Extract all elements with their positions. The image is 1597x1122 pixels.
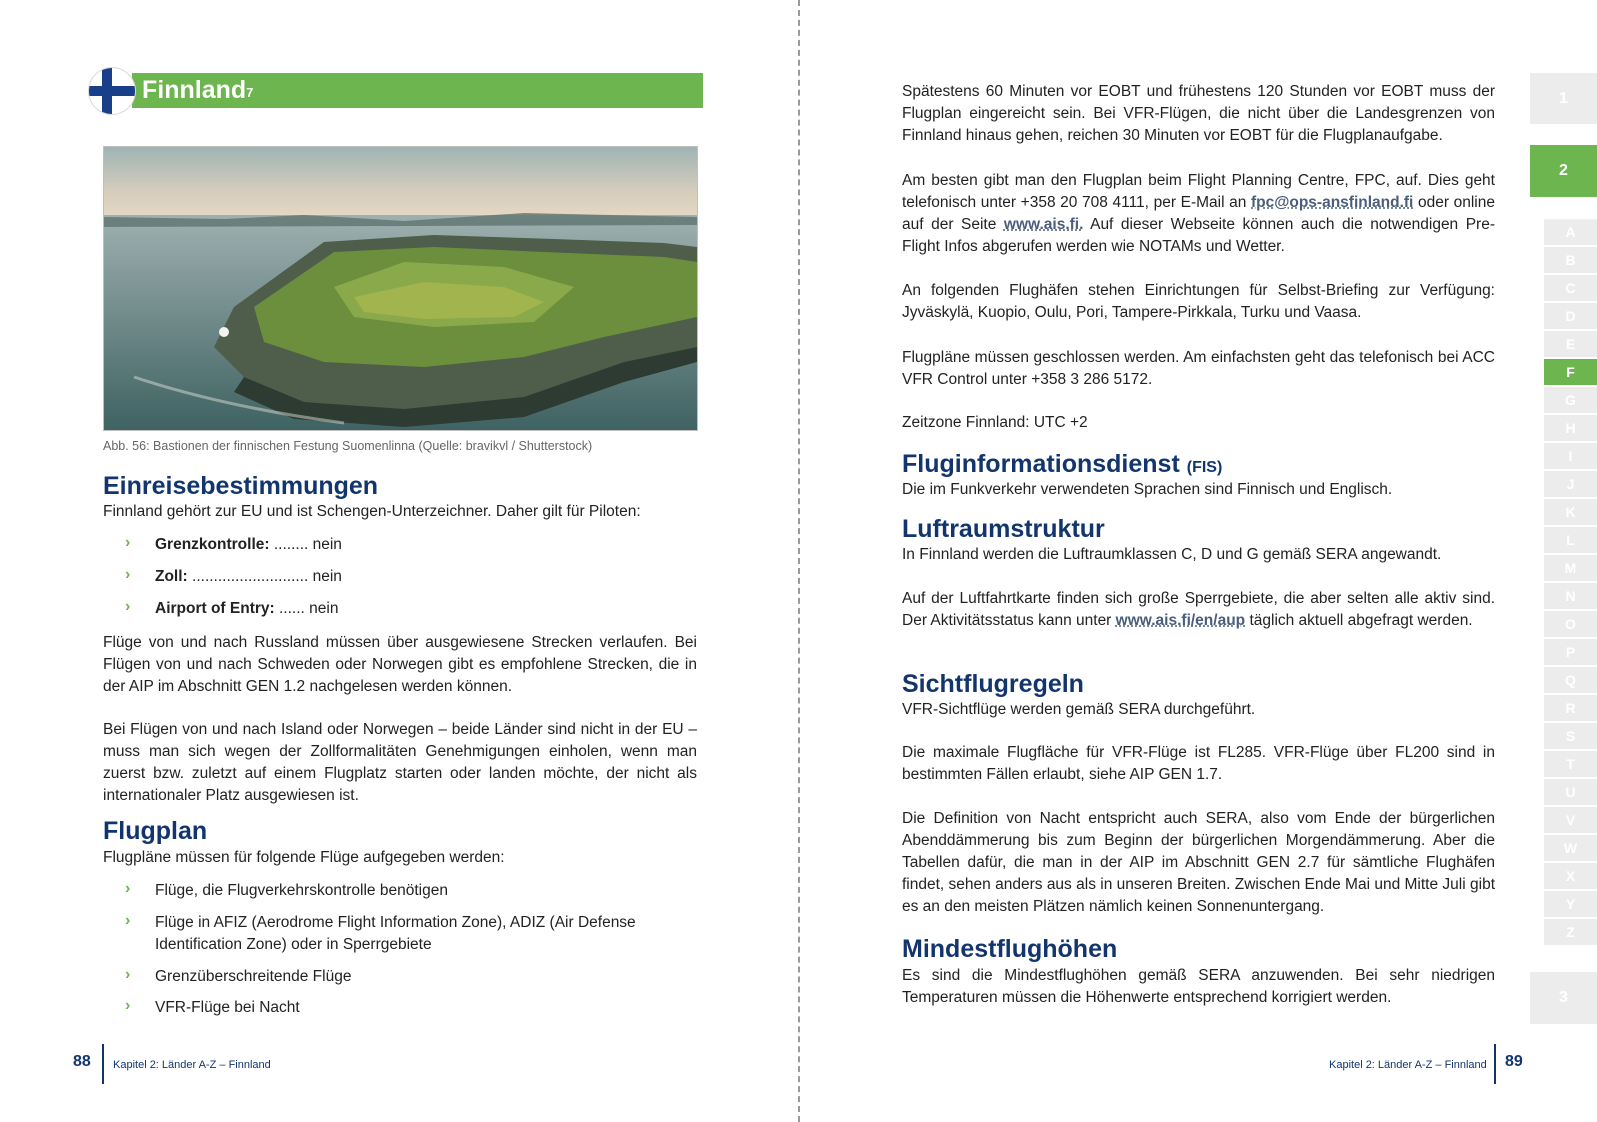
eobt-paragraph: Spätestens 60 Minuten vor EOBT und frühestens 120 Stunden vor EOBT muss der Flugplan eingereicht sein. Bei VFR-Flügen, die nicht über die Landesgrenzen von Finnland hinaus gehen, reichen 30 Minuten vor EOBT für die Flugplanaufgabe. (902, 83, 1495, 144)
list-item: › Zoll: ........................... nein (125, 566, 342, 585)
chevron-right-icon: › (125, 598, 131, 615)
island-paragraph: Bei Flügen von und nach Island oder Norwegen – beide Länder sind nicht in der EU – muss man sich wegen der Zollformalitäten Genehmigungen einholen, wenn man zuerst bzw. zuletzt auf einem Flugplatz starten oder landen möchte, der nicht als internationaler Platz ausgewiesen ist. (103, 721, 697, 804)
tab-letter-e[interactable]: E (1544, 331, 1597, 357)
tab-letter-o[interactable]: O (1544, 611, 1597, 637)
chevron-right-icon: › (125, 880, 131, 897)
photo-caption: Abb. 56: Bastionen der finnischen Festung Suomenlinna (Quelle: bravikvl / Shutterstock) (103, 439, 593, 453)
page-title: Finnland$^7$ (142, 76, 254, 104)
tab-letter-q[interactable]: Q (1544, 667, 1597, 693)
tab-letter-f[interactable]: F (1544, 359, 1597, 385)
chevron-right-icon: › (125, 566, 131, 583)
ais-link[interactable]: www.ais.fi. (1003, 216, 1084, 233)
tab-letter-a[interactable]: A (1544, 219, 1597, 245)
tab-chapter-2[interactable]: 2 (1530, 145, 1597, 197)
page-number-left: 88 (73, 1053, 91, 1070)
chevron-right-icon: › (125, 997, 131, 1014)
footnote-marker: 7 (246, 85, 254, 100)
footer-text-right: Kapitel 2: Länder A-Z – Finnland (1329, 1059, 1487, 1071)
heading-flugplan: Flugplan (103, 817, 208, 845)
aup-link[interactable]: www.ais.fi/en/aup (1115, 612, 1246, 629)
tab-letter-s[interactable]: S (1544, 723, 1597, 749)
tab-letter-n[interactable]: N (1544, 583, 1597, 609)
tab-letter-c[interactable]: C (1544, 275, 1597, 301)
heading-mindestflughoehen: Mindestflughöhen (902, 935, 1118, 963)
footer-rule (102, 1044, 104, 1084)
tab-letter-k[interactable]: K (1544, 499, 1597, 525)
tab-letter-z[interactable]: Z (1544, 919, 1597, 945)
close-flightplan-paragraph: Flugpläne müssen geschlossen werden. Am einfachsten geht das telefonisch bei ACC VFR Control unter +358 3 286 5172. (902, 349, 1495, 388)
tab-letter-b[interactable]: B (1544, 247, 1597, 273)
russland-paragraph: Flüge von und nach Russland müssen über ausgewiesene Strecken verlaufen. Bei Flügen von und nach Schweden oder Norwegen gibt es empfohlene Strecken, die in der AIP im Abschnitt GEN 1.2 nachgelesen werden können. (103, 634, 697, 695)
sicht-text: VFR-Sichtflüge werden gemäß SERA durchgeführt. (902, 701, 1256, 718)
tab-chapter-3[interactable]: 3 (1530, 972, 1597, 1024)
flugflaeche-paragraph: Die maximale Flugfläche für VFR-Flüge ist FL285. VFR-Flüge über FL200 sind in bestimmten Fällen erlaubt, siehe AIP GEN 1.7. (902, 744, 1495, 783)
chevron-right-icon: › (125, 534, 131, 551)
tab-letter-r[interactable]: R (1544, 695, 1597, 721)
chevron-right-icon: › (125, 912, 131, 929)
page-number-right: 89 (1505, 1053, 1523, 1070)
tab-letter-j[interactable]: J (1544, 471, 1597, 497)
heading-sichtflugregeln: Sichtflugregeln (902, 670, 1084, 698)
tab-letter-l[interactable]: L (1544, 527, 1597, 553)
fortress-photo (103, 146, 698, 431)
tab-letter-x[interactable]: X (1544, 863, 1597, 889)
tab-letter-v[interactable]: V (1544, 807, 1597, 833)
finland-flag-icon (89, 68, 135, 114)
luftraum-text: In Finnland werden die Luftraumklassen C, D und G gemäß SERA angewandt. (902, 546, 1442, 563)
tab-letter-d[interactable]: D (1544, 303, 1597, 329)
tab-letter-w[interactable]: W (1544, 835, 1597, 861)
footer-text-left: Kapitel 2: Länder A-Z – Finnland (113, 1059, 271, 1071)
tab-letter-g[interactable]: G (1544, 387, 1597, 413)
flugplan-intro: Flugpläne müssen für folgende Flüge aufgegeben werden: (103, 849, 505, 866)
tab-chapter-1[interactable]: 1 (1530, 73, 1597, 124)
fis-text: Die im Funkverkehr verwendeten Sprachen sind Finnisch und Englisch. (902, 481, 1393, 498)
einreise-intro: Finnland gehört zur EU und ist Schengen-Unterzeichner. Daher gilt für Piloten: (103, 503, 641, 520)
tab-letter-t[interactable]: T (1544, 751, 1597, 777)
tab-letter-m[interactable]: M (1544, 555, 1597, 581)
timezone-text: Zeitzone Finnland: UTC +2 (902, 414, 1088, 431)
email-link[interactable]: fpc@ops-ansfinland.fi (1251, 194, 1414, 211)
title-bar (132, 73, 703, 108)
heading-luftraumstruktur: Luftraumstruktur (902, 515, 1105, 543)
tab-letter-u[interactable]: U (1544, 779, 1597, 805)
list-item: › Flüge, die Flugverkehrskontrolle benötigen (125, 880, 448, 899)
list-item: › VFR-Flüge bei Nacht (125, 997, 300, 1016)
tab-letter-p[interactable]: P (1544, 639, 1597, 665)
list-item: › Flüge in AFIZ (Aerodrome Flight Information Zone), ADIZ (Air Defense (125, 912, 636, 931)
list-item: › Airport of Entry: ...... nein (125, 598, 339, 617)
tab-letter-i[interactable]: I (1544, 443, 1597, 469)
tab-letter-h[interactable]: H (1544, 415, 1597, 441)
heading-einreisebestimmungen: Einreisebestimmungen (103, 472, 379, 500)
heading-fis: Fluginformationsdienst (FIS) (902, 450, 1223, 478)
footer-rule (1494, 1044, 1496, 1084)
sperrgebiete-paragraph: Auf der Luftfahrtkarte finden sich große Sperrgebiete, die aber selten alle aktiv sind. Der Aktivitätsstatus kann unter www.ais.fi/en/aup täglich aktuell abgefragt werden. (902, 590, 1495, 629)
chevron-right-icon: › (125, 966, 131, 983)
tab-letter-y[interactable]: Y (1544, 891, 1597, 917)
list-item-continuation: Identification Zone) oder in Sperrgebiete (155, 936, 432, 953)
fpc-paragraph: Am besten gibt man den Flugplan beim Flight Planning Centre, FPC, auf. Dies geht telefonisch unter +358 20 708 4111, per E-Mail an fpc@ops-ansfinland.fi oder online auf der Seite www.ais.fi. Auf dieser Webseite können auch die notwendigen Pre-Flight Infos abgerufen werden wie NOTAMs und Wetter. (902, 172, 1495, 255)
briefing-paragraph: An folgenden Flughäfen stehen Einrichtungen für Selbst-Briefing zur Verfügung: Jyväskylä, Kuopio, Oulu, Pori, Tampere-Pirkkala, Turku und Vaasa. (902, 282, 1495, 321)
list-item: › Grenzkontrolle: ........ nein (125, 534, 342, 553)
nacht-paragraph: Die Definition von Nacht entspricht auch SERA, also vom Ende der bürgerlichen Abenddämmerung bis zum Beginn der bürgerlichen Morgendämmerung. Aber die Tabellen dafür, die man in der AIP im Abschnitt GEN 2.7 für sämtliche Flughäfen findet, sehen anders aus als in unseren Breiten. Zwischen Ende Mai und Mitte Juli gibt es an den meisten Plätzen nämlich keinen Sonnenuntergang. (902, 810, 1495, 915)
list-item: › Grenzüberschreitende Flüge (125, 966, 352, 985)
mindest-paragraph: Es sind die Mindestflughöhen gemäß SERA anzuwenden. Bei sehr niedrigen Temperaturen müssen die Höhenwerte entsprechend korrigiert werden. (902, 967, 1495, 1006)
